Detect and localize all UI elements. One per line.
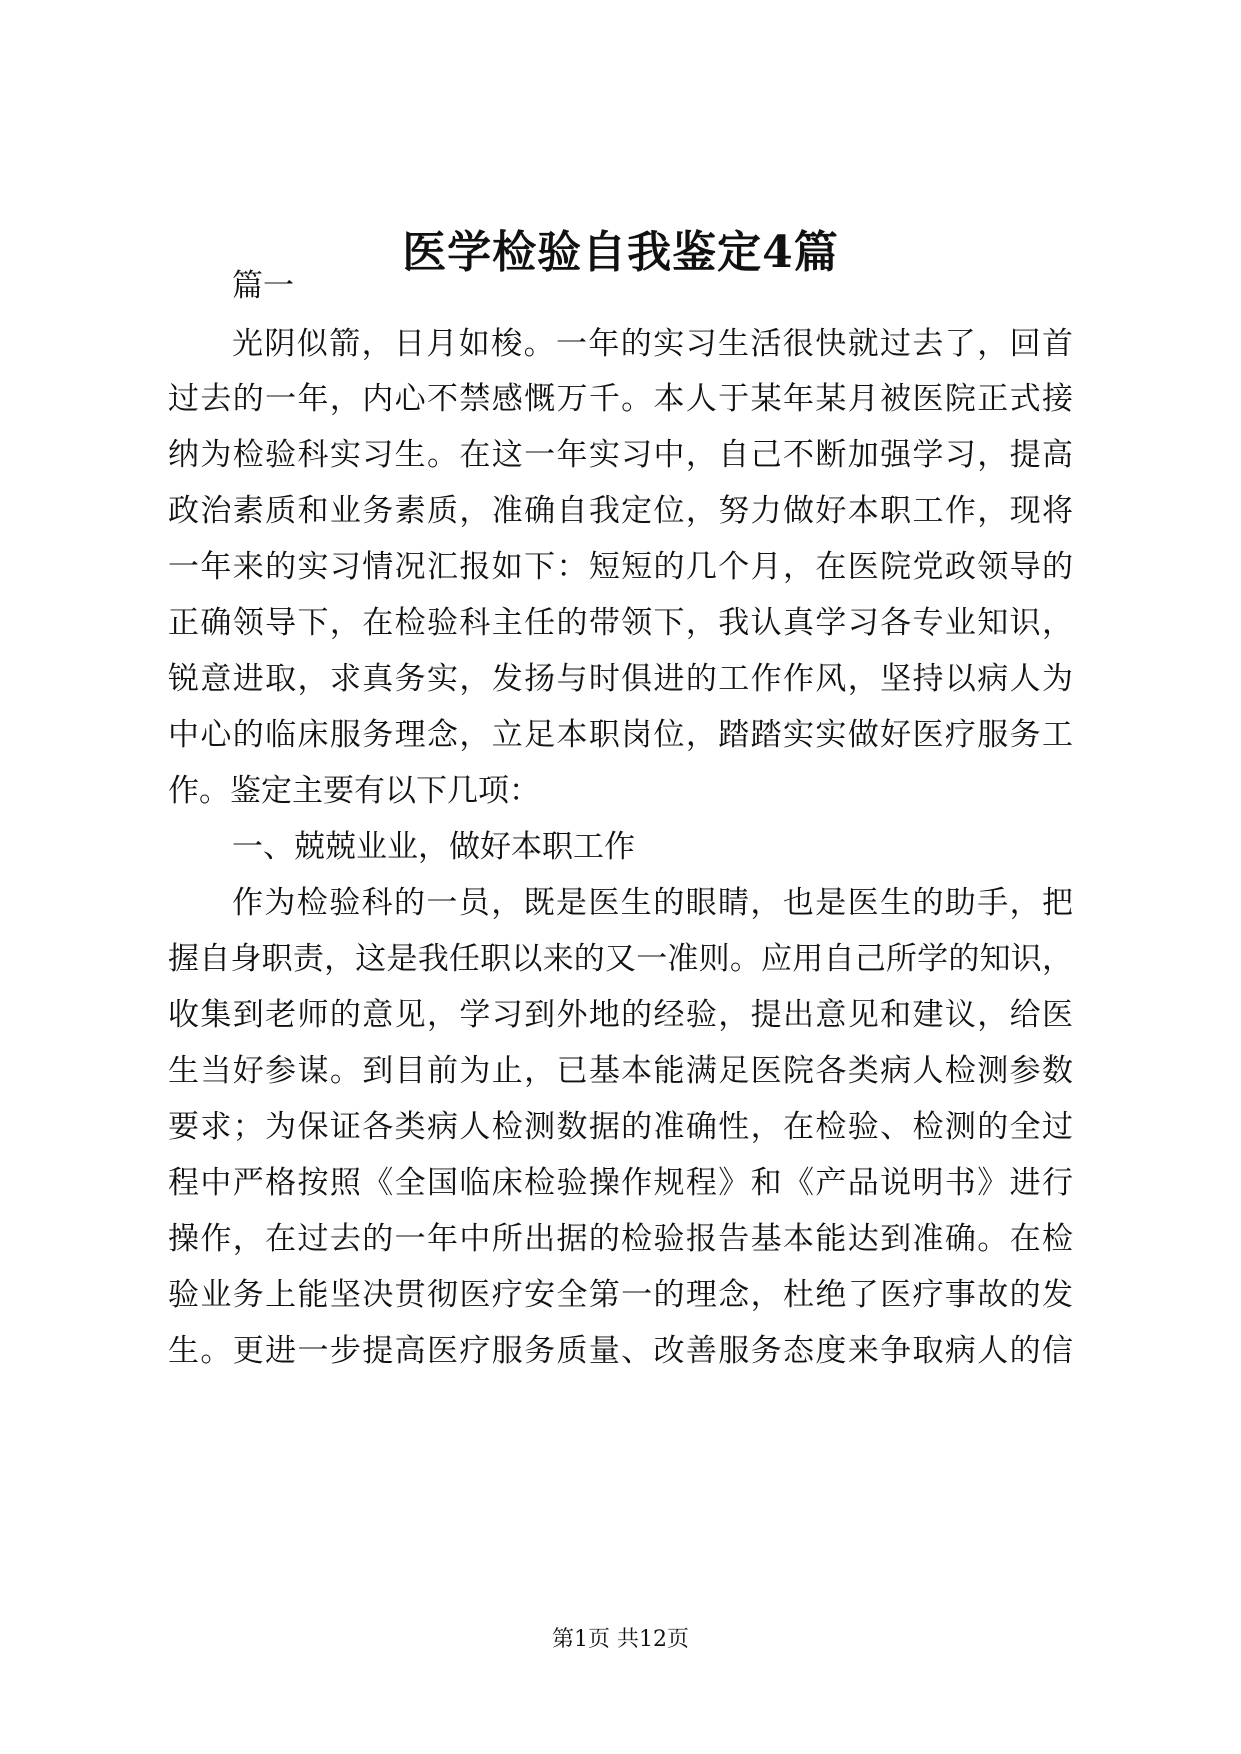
paragraph-line: 收集到老师的意见，学习到外地的经验，提出意见和建议，给医 [168, 997, 1073, 1033]
document-title: 医学检验自我鉴定4篇 [402, 227, 839, 278]
paragraph-line: 作为检验科的一员，既是医生的眼睛，也是医生的助手，把 [232, 885, 1073, 921]
paragraph-line: 程中严格按照《全国临床检验操作规程》和《产品说明书》进行 [168, 1165, 1073, 1201]
paragraph-line: 中心的临床服务理念，立足本职岗位，踏踏实实做好医疗服务工 [168, 717, 1073, 753]
paragraph-line: 纳为检验科实习生。在这一年实习中，自己不断加强学习，提高 [168, 437, 1073, 473]
paragraph-line: 操作，在过去的一年中所出据的检验报告基本能达到准确。在检 [168, 1221, 1073, 1257]
paragraph-line: 过去的一年，内心不禁感慨万千。本人于某年某月被医院正式接 [168, 381, 1073, 417]
paragraph-line: 握自身职责，这是我任职以来的又一准则。应用自己所学的知识， [168, 941, 1073, 977]
paragraph-line: 光阴似箭，日月如梭。一年的实习生活很快就过去了，回首 [232, 326, 1073, 362]
paragraph-line: 正确领导下，在检验科主任的带领下，我认真学习各专业知识， [168, 605, 1073, 641]
paragraph-line: 作。鉴定主要有以下几项： [168, 773, 540, 809]
paragraph-line: 一年来的实习情况汇报如下：短短的几个月，在医院党政领导的 [168, 549, 1073, 585]
paragraph-line: 政治素质和业务素质，准确自我定位，努力做好本职工作，现将 [168, 493, 1073, 529]
section-heading: 一、兢兢业业，做好本职工作 [232, 829, 635, 865]
page-number-footer: 第1页 共12页 [552, 1627, 689, 1652]
section-heading-pian-yi: 篇一 [232, 268, 294, 304]
paragraph-line: 验业务上能坚决贯彻医疗安全第一的理念，杜绝了医疗事故的发 [168, 1277, 1073, 1313]
paragraph-line: 生。更进一步提高医疗服务质量、改善服务态度来争取病人的信 [168, 1333, 1073, 1369]
paragraph-line: 要求；为保证各类病人检测数据的准确性，在检验、检测的全过 [168, 1109, 1073, 1145]
paragraph-line: 锐意进取，求真务实，发扬与时俱进的工作作风，坚持以病人为 [168, 661, 1073, 697]
paragraph-line: 生当好参谋。到目前为止，已基本能满足医院各类病人检测参数 [168, 1053, 1073, 1089]
